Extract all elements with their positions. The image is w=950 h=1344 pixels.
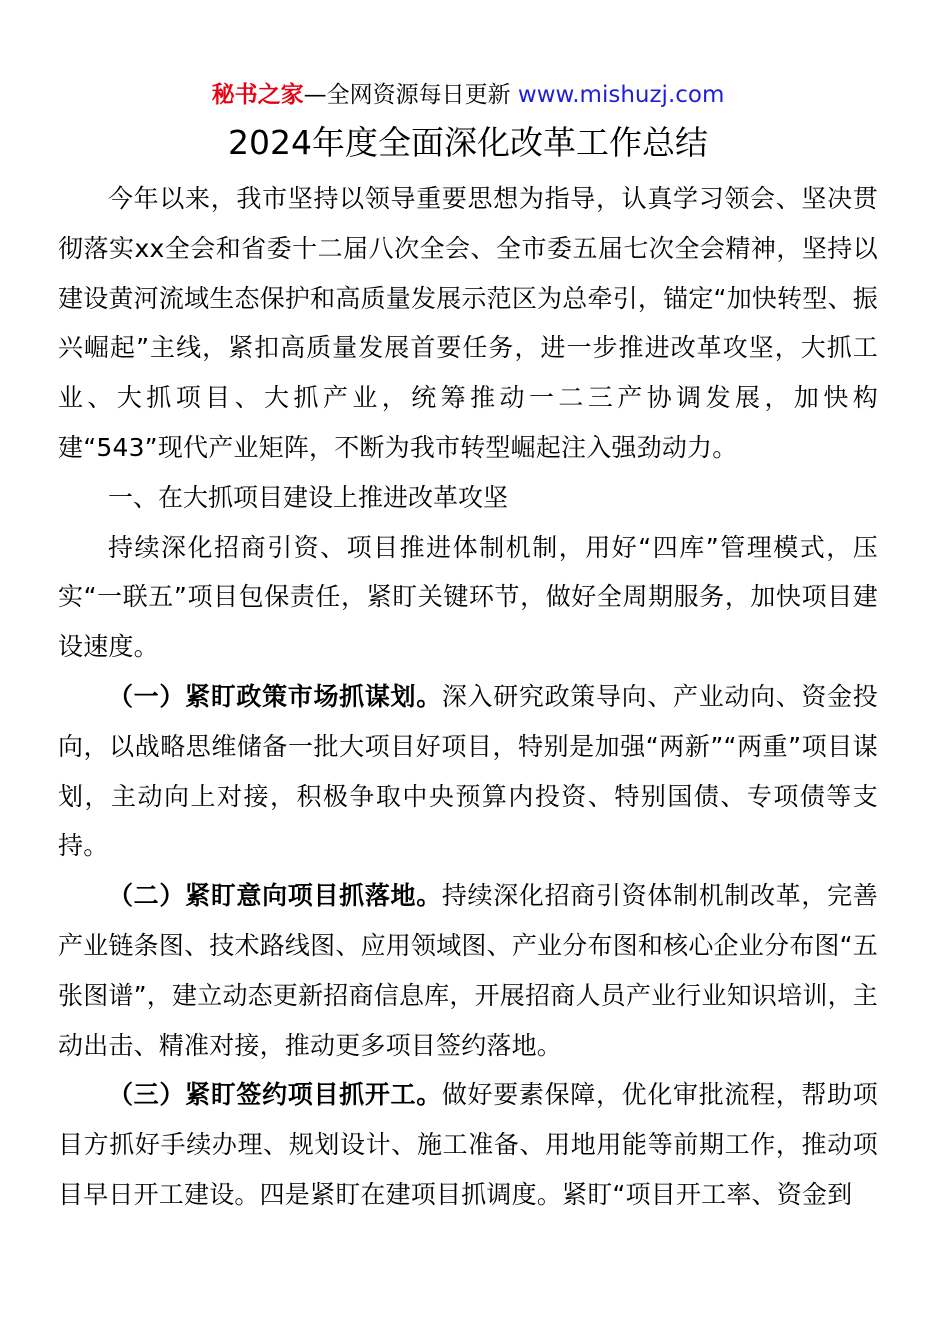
item-text: 深入研究政策导向、产业动向、资金投向，以战略思维储备一批大项目好项目，特别是加强“两新”“两重”项目谋划，主动向上对接，积极争取中央预算内投资、特别国债、专项债等支持。 <box>58 681 878 861</box>
brand-name: 秘书之家 <box>211 82 304 108</box>
section-summary: 持续深化招商引资、项目推进体制机制，用好“四库”管理模式，压实“一联五”项目包保责任，紧盯关键环节，做好全周期服务，加快项目建设速度。 <box>58 532 878 662</box>
section-item <box>58 672 878 871</box>
item-lead: （二）紧盯意向项目抓落地。 <box>108 881 442 911</box>
site-url[interactable]: www.mishuzj.com <box>517 82 725 108</box>
document-title: 2024年度全面深化改革工作总结 <box>228 123 708 162</box>
intro-paragraph: 今年以来，我市坚持以领导重要思想为指导，认真学习领会、坚决贯彻落实xx全会和省委十二届八次全会、全市委五届七次全会精神，坚持以建设黄河流域生态保护和高质量发展示范区为总牵引，锚定“加快转型、振兴崛起”主线，紧扣高质量发展首要任务，进一步推进改革攻坚，大抓工业、大抓项目、大抓产业，统筹推动一二三产协调发展，加快构建“543”现代产业矩阵，不断为我市转型崛起注入强劲动力。 <box>58 184 878 462</box>
section-heading: 一、在大抓项目建设上推进改革攻坚 <box>108 482 509 512</box>
site-header <box>58 78 878 112</box>
section-item <box>58 1070 878 1219</box>
item-lead: （三）紧盯签约项目抓开工。 <box>108 1080 442 1110</box>
header-tagline: —全网资源每日更新 <box>303 82 518 108</box>
item-text: 做好要素保障，优化审批流程，帮助项目方抓好手续办理、规划设计、施工准备、用地用能等前期工作，推动项目早日开工建设。四是紧盯在建项目抓调度。紧盯“项目开工率、资金到 <box>58 1080 878 1209</box>
section-item <box>58 871 878 1070</box>
item-text: 持续深化招商引资体制机制改革，完善产业链条图、技术路线图、应用领域图、产业分布图和核心企业分布图“五张图谱”，建立动态更新招商信息库，开展招商人员产业行业知识培训，主动出击、精准对接，推动更多项目签约落地。 <box>58 881 878 1060</box>
item-lead: （一）紧盯政策市场抓谋划。 <box>108 681 442 711</box>
